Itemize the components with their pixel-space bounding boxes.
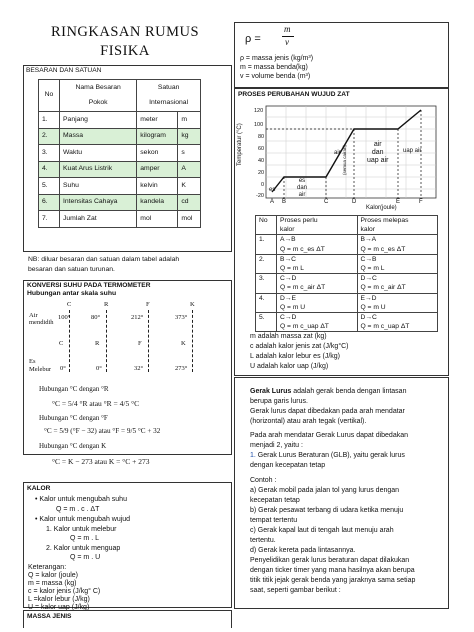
rel1-label: Hubungan °C dengan °R <box>39 385 109 393</box>
kalor-bullet-2: • Kalor untuk mengubah wujud <box>35 516 131 523</box>
ytick: 40 <box>258 158 265 164</box>
mid-f: F <box>138 340 142 347</box>
besaran-note: NB: diluar besaran dan satuan dalam tabel adalah <box>28 256 180 263</box>
rho-l3: v = volume benda (m³) <box>240 73 311 80</box>
ytick: -20 <box>256 193 264 199</box>
table-row: 2. Massa kilogram kg <box>39 128 201 145</box>
table-row: 6. Intensitas Cahaya kandela cd <box>39 194 201 211</box>
scale-line-f <box>148 310 149 372</box>
kalor-k5: U = kalor uap (J/kg) <box>28 604 90 611</box>
rho-num: m <box>284 24 291 34</box>
gerak-p4b: dengan kecepatan tetap <box>250 462 326 469</box>
xpoint: B <box>282 199 287 205</box>
ytick: 120 <box>254 108 264 114</box>
label-air-region: air <box>334 150 341 156</box>
kalor-k4: L =kalor lebur (J/kg) <box>28 596 90 603</box>
scale-k: K <box>190 301 195 308</box>
gerak-p1b: berupa garis lurus. <box>250 398 308 405</box>
gerak-p2b: (horizontal) atau arah tegak (vertikal). <box>250 418 367 425</box>
xpoint: E <box>396 199 401 205</box>
rel1-formula: °C = 5/4 °R atau °R = 4/5 °C <box>52 399 140 408</box>
table-row: 5. C→D Q = m c_uap ΔT D→C Q = m c_uap ΔT <box>256 313 438 332</box>
top-k: 373° <box>175 314 188 321</box>
proses-k1: m adalah massa zat (kg) <box>250 333 327 340</box>
scale-line-k <box>192 310 193 372</box>
kalor-formula-2: Q = m . L <box>70 535 99 542</box>
gerak-c5d: saat, seperti gambar berikut : <box>250 587 341 594</box>
proses-col-lepas: Proses melepas kalor <box>357 216 438 235</box>
scale-line-r <box>106 310 107 372</box>
kalor-formula-3: Q = m . U <box>70 554 101 561</box>
proses-col-perlu: Proses perlu kalor <box>277 216 358 235</box>
xpoint: D <box>352 199 357 205</box>
gerak-c1: a) Gerak mobil pada jalan tol yang lurus dengan <box>250 487 400 494</box>
top-r: 80° <box>91 314 101 321</box>
scale-f: F <box>146 301 150 308</box>
besaran-note-2: besaran dan satuan turunan. <box>28 266 115 273</box>
kalor-bullet-1: • Kalor untuk mengubah suhu <box>35 496 127 503</box>
gerak-p4: 1. Gerak Lurus Beraturan (GLB), yaitu gerak lurus <box>250 452 405 459</box>
label-es: Es <box>29 358 36 365</box>
besaran-table <box>38 79 201 228</box>
proses-heading: PROSES PERUBAHAN WUJUD ZAT <box>238 91 350 98</box>
label-mendidih: mendidih <box>29 319 54 326</box>
gerak-c5: Penyelidikan gerak lurus beraturan dapat dilakukan <box>250 557 410 564</box>
label-es-dan-air: es dan air <box>297 178 308 198</box>
kalor-heading: KALOR <box>27 485 51 492</box>
label-es-region: es <box>269 187 276 193</box>
termometer-heading: KONVERSI SUHU PADA TERMOMETER <box>27 282 151 289</box>
kalor-k3: c = kalor jenis (J/kg° C) <box>28 588 101 595</box>
page-title-2: FISIKA <box>100 43 150 59</box>
gerak-c5c: titik titik jejak gerak benda yang jaraknya sama setiap <box>250 577 416 584</box>
ytick: 60 <box>258 146 265 152</box>
kalor-formula-1: Q = m . c . ΔT <box>56 506 100 513</box>
rho-label: ρ = <box>245 33 261 45</box>
y-axis-label: Temperatur (°C) <box>237 123 243 166</box>
ytick: 20 <box>258 170 265 176</box>
table-row: 1. A→B Q = m c_es ΔT B→A Q = m c_es ΔT <box>256 235 438 254</box>
rel3-formula: °C = K − 273 atau K = °C + 273 <box>52 457 150 466</box>
xpoint: C <box>324 199 329 205</box>
table-row: 4. Kuat Arus Listrik amper A <box>39 161 201 178</box>
rel2-label: Hubungan °C dengan °F <box>39 414 108 422</box>
gerak-c1b: kecepatan tetap <box>250 497 300 504</box>
label-cairan: (semua cairan) <box>342 144 347 175</box>
gerak-c2: b) Gerak pesawat terbang di udara ketika menuju <box>250 507 404 514</box>
ytick: 100 <box>254 122 264 128</box>
table-row: 1. Panjang meter m <box>39 112 201 129</box>
mid-k: K <box>181 340 186 347</box>
kalor-n1: 1. Kalor untuk melebur <box>46 526 117 533</box>
proses-k3: L adalah kalor lebur es (J/kg) <box>250 353 341 360</box>
col-satuan: Satuan <box>137 80 201 96</box>
page-title: RINGKASAN RUMUS <box>50 24 200 40</box>
ytick: 80 <box>258 134 265 140</box>
xpoint: A <box>270 199 275 205</box>
gerak-c3: c) Gerak kapal laut di tengah laut menuju arah <box>250 527 394 534</box>
label-air: Air <box>29 312 38 319</box>
kalor-k2: m = massa (kg) <box>28 580 77 587</box>
gerak-p2: Gerak lurus dapat dibedakan pada arah mendatar <box>250 408 405 415</box>
top-f: 212° <box>131 314 144 321</box>
table-row: 4. D→E Q = m U E→D Q = m U <box>256 293 438 312</box>
kalor-k1: Q = kalor (joule) <box>28 572 78 579</box>
table-row: 5. Suhu kelvin K <box>39 178 201 195</box>
scale-c: C <box>67 301 72 308</box>
col-no: No <box>39 80 60 112</box>
bot-f: 32° <box>134 365 144 372</box>
rho-l1: ρ = massa jenis (kg/m³) <box>240 55 314 62</box>
label-melebur: Melebur <box>29 366 52 373</box>
bot-k: 273° <box>175 365 188 372</box>
label-air-dan-uap: air dan uap air <box>367 141 389 164</box>
kalor-ket: Keterangan: <box>28 564 67 571</box>
gerak-c5b: dengan ticker timer yang mana hasilnya akan berupa <box>250 567 415 574</box>
table-row: 2. B→C Q = m L C→B Q = m L <box>256 254 438 273</box>
termometer-subheading: Hubungan antar skala suhu <box>27 290 117 297</box>
besaran-heading: BESARAN DAN SATUAN <box>26 67 102 74</box>
rho-den: v <box>285 37 289 47</box>
gerak-c2b: tempat tertentu <box>250 517 298 524</box>
gerak-p1: Gerak Lurus adalah gerak benda dengan lintasan <box>250 388 407 395</box>
table-row: 3. C→D Q = m c_air ΔT D→C Q = m c_air ΔT <box>256 274 438 293</box>
ytick: 0 <box>261 182 265 188</box>
rho-l2: m = massa benda(kg) <box>240 64 308 71</box>
kalor-n2: 2. Kalor untuk menguap <box>46 545 121 552</box>
scale-r: R <box>104 301 109 308</box>
proses-col-no: No <box>256 216 277 235</box>
rel3-label: Hubungan °C dengan K <box>39 442 107 450</box>
col-nama-2: Pokok <box>60 96 137 112</box>
gerak-p3: Pada arah mendatar Gerak Lurus dapat dibedakan <box>250 432 408 439</box>
bot-r: 0° <box>96 365 102 372</box>
proses-table <box>255 215 438 332</box>
proses-k4: U adalah kalor uap (J/kg) <box>250 363 329 370</box>
rel2-formula: °C = 5/9 (°F − 32) atau °F = 9/5 °C + 32 <box>44 427 161 435</box>
gerak-contoh: Contoh : <box>250 477 277 484</box>
proses-k2: c adalah kalor jenis zat (J/kg°C) <box>250 343 349 350</box>
label-uap-region: uap air <box>403 148 422 154</box>
col-nama: Nama Besaran <box>60 80 137 96</box>
col-satuan-2: Internasional <box>137 96 201 112</box>
gerak-p3b: menjadi 2, yaitu : <box>250 442 303 449</box>
massa-jenis-heading: MASSA JENIS <box>27 613 72 620</box>
xpoint: F <box>419 199 423 205</box>
bot-c: 0° <box>60 365 66 372</box>
gerak-c3b: tertentu. <box>250 537 276 544</box>
mid-r: R <box>95 340 100 347</box>
gerak-c4: d) Gerak kereta pada lintasannya. <box>250 547 356 554</box>
top-c: 100° <box>58 314 71 321</box>
table-row: 3. Waktu sekon s <box>39 145 201 162</box>
x-axis-label: Kalor(joule) <box>366 205 397 211</box>
table-row: 7. Jumlah Zat mol mol <box>39 211 201 228</box>
mid-c: C <box>59 340 64 347</box>
